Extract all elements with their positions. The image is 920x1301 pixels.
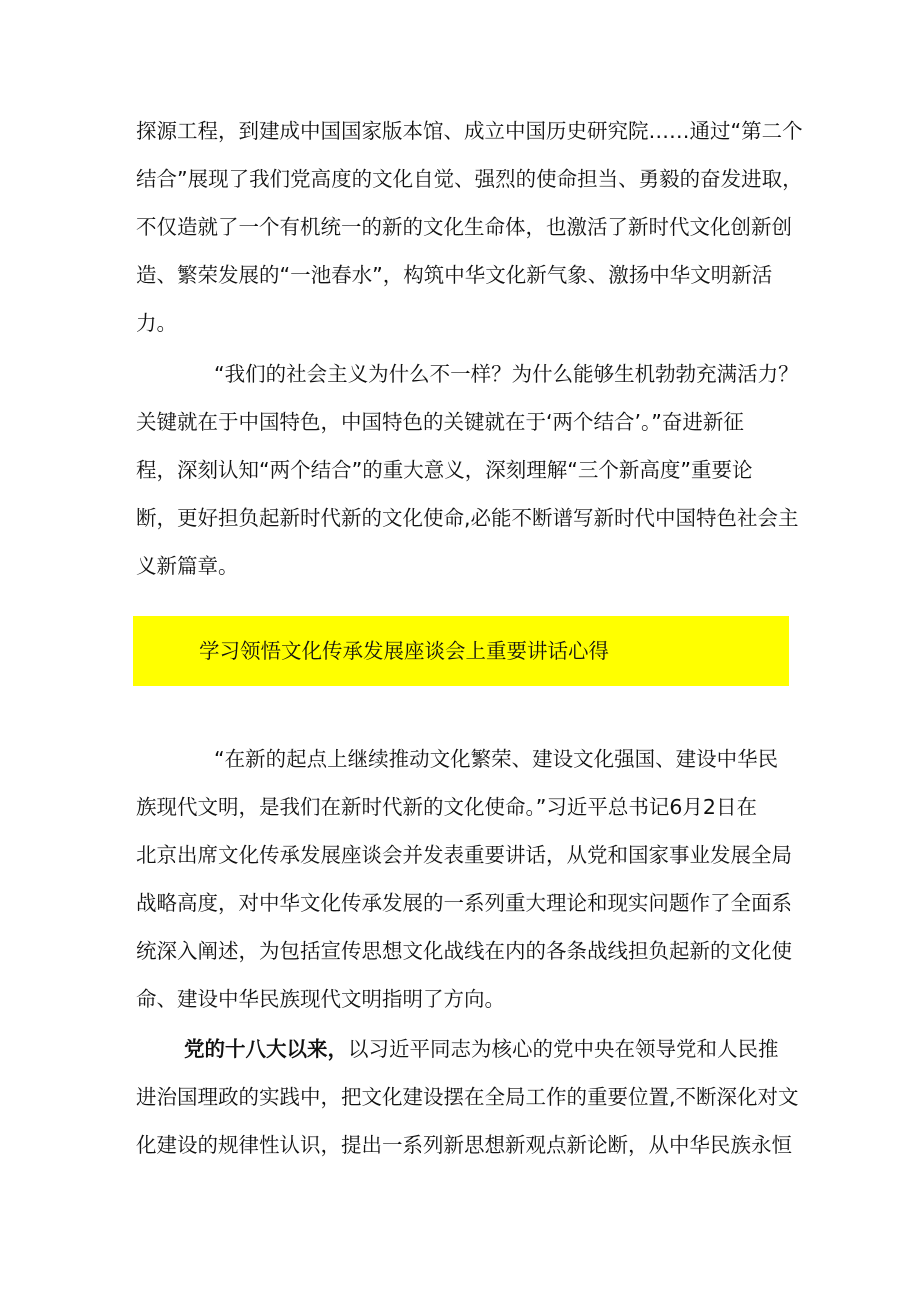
paragraph-2-line-1: “我们的社会主义为什么不一样？为什么能够生机勃勃充满活力？: [214, 362, 799, 386]
paragraph-4-line-3: 化建设的规律性认识，提出一系列新思想新观点新论断，从中华民族永恒: [136, 1133, 792, 1157]
paragraph-2-line-2: 关键就在于中国特色，中国特色的关键就在于‘两个结合’。”奋进新征: [136, 410, 744, 434]
paragraph-2-line-3: 程，深刻认知“两个结合”的重大意义，深刻理解“三个新高度”重要论: [136, 458, 753, 482]
section-heading: 学习领悟文化传承发展座谈会上重要讲话心得: [199, 639, 609, 663]
paragraph-3-line-1: “在新的起点上继续推动文化繁荣、建设文化强国、建设中华民: [214, 747, 779, 771]
paragraph-3-line-6: 命、建设中华民族现代文明指明了方向。: [136, 987, 505, 1011]
paragraph-3-line-3: 北京出席文化传承发展座谈会并发表重要讲话，从党和国家事业发展全局: [136, 843, 792, 867]
paragraph-1-line-3: 不仅造就了一个有机统一的新的文化生命体，也激活了新时代文化创新创: [136, 215, 792, 239]
paragraph-1-line-2: 结合”展现了我们党高度的文化自觉、强烈的使命担当、勇毅的奋发进取，: [136, 167, 803, 191]
paragraph-4-lead-rest: 以习近平同志为核心的党中央在领导党和人民推: [348, 1037, 779, 1061]
paragraph-4-bold-lead: 党的十八大以来，: [184, 1037, 348, 1061]
paragraph-1-line-5: 力。: [136, 311, 177, 335]
paragraph-1-line-4: 造、繁荣发展的“一池春水”，构筑中华文化新气象、激扬中华文明新活: [136, 263, 773, 287]
paragraph-3-line-5: 统深入阐述，为包括宣传思想文化战线在内的各条战线担负起新的文化使: [136, 939, 792, 963]
paragraph-4-line-1: [136, 1025, 796, 1073]
paragraph-1: [136, 107, 803, 347]
paragraph-2: [136, 350, 799, 590]
paragraph-2-line-5: 义新篇章。: [136, 554, 239, 578]
paragraph-3-line-4: 战略高度，对中华文化传承发展的一系列重大理论和现实问题作了全面系: [136, 891, 792, 915]
paragraph-4-line-2: 进治国理政的实践中，把文化建设摆在全局工作的重要位置,不断深化对文: [136, 1085, 799, 1109]
paragraph-2-line-4: 断，更好担负起新时代新的文化使命,必能不断谱写新时代中国特色社会主: [136, 506, 799, 530]
paragraph-4: [136, 1025, 799, 1169]
paragraph-3-line-2: 族现代文明，是我们在新时代新的文化使命。”习近平总书记6月2日在: [136, 795, 757, 819]
heading-highlight: [133, 616, 789, 686]
paragraph-1-line-1: 探源工程，到建成中国国家版本馆、成立中国历史研究院……通过“第二个: [136, 119, 803, 143]
paragraph-3: [136, 735, 796, 1023]
